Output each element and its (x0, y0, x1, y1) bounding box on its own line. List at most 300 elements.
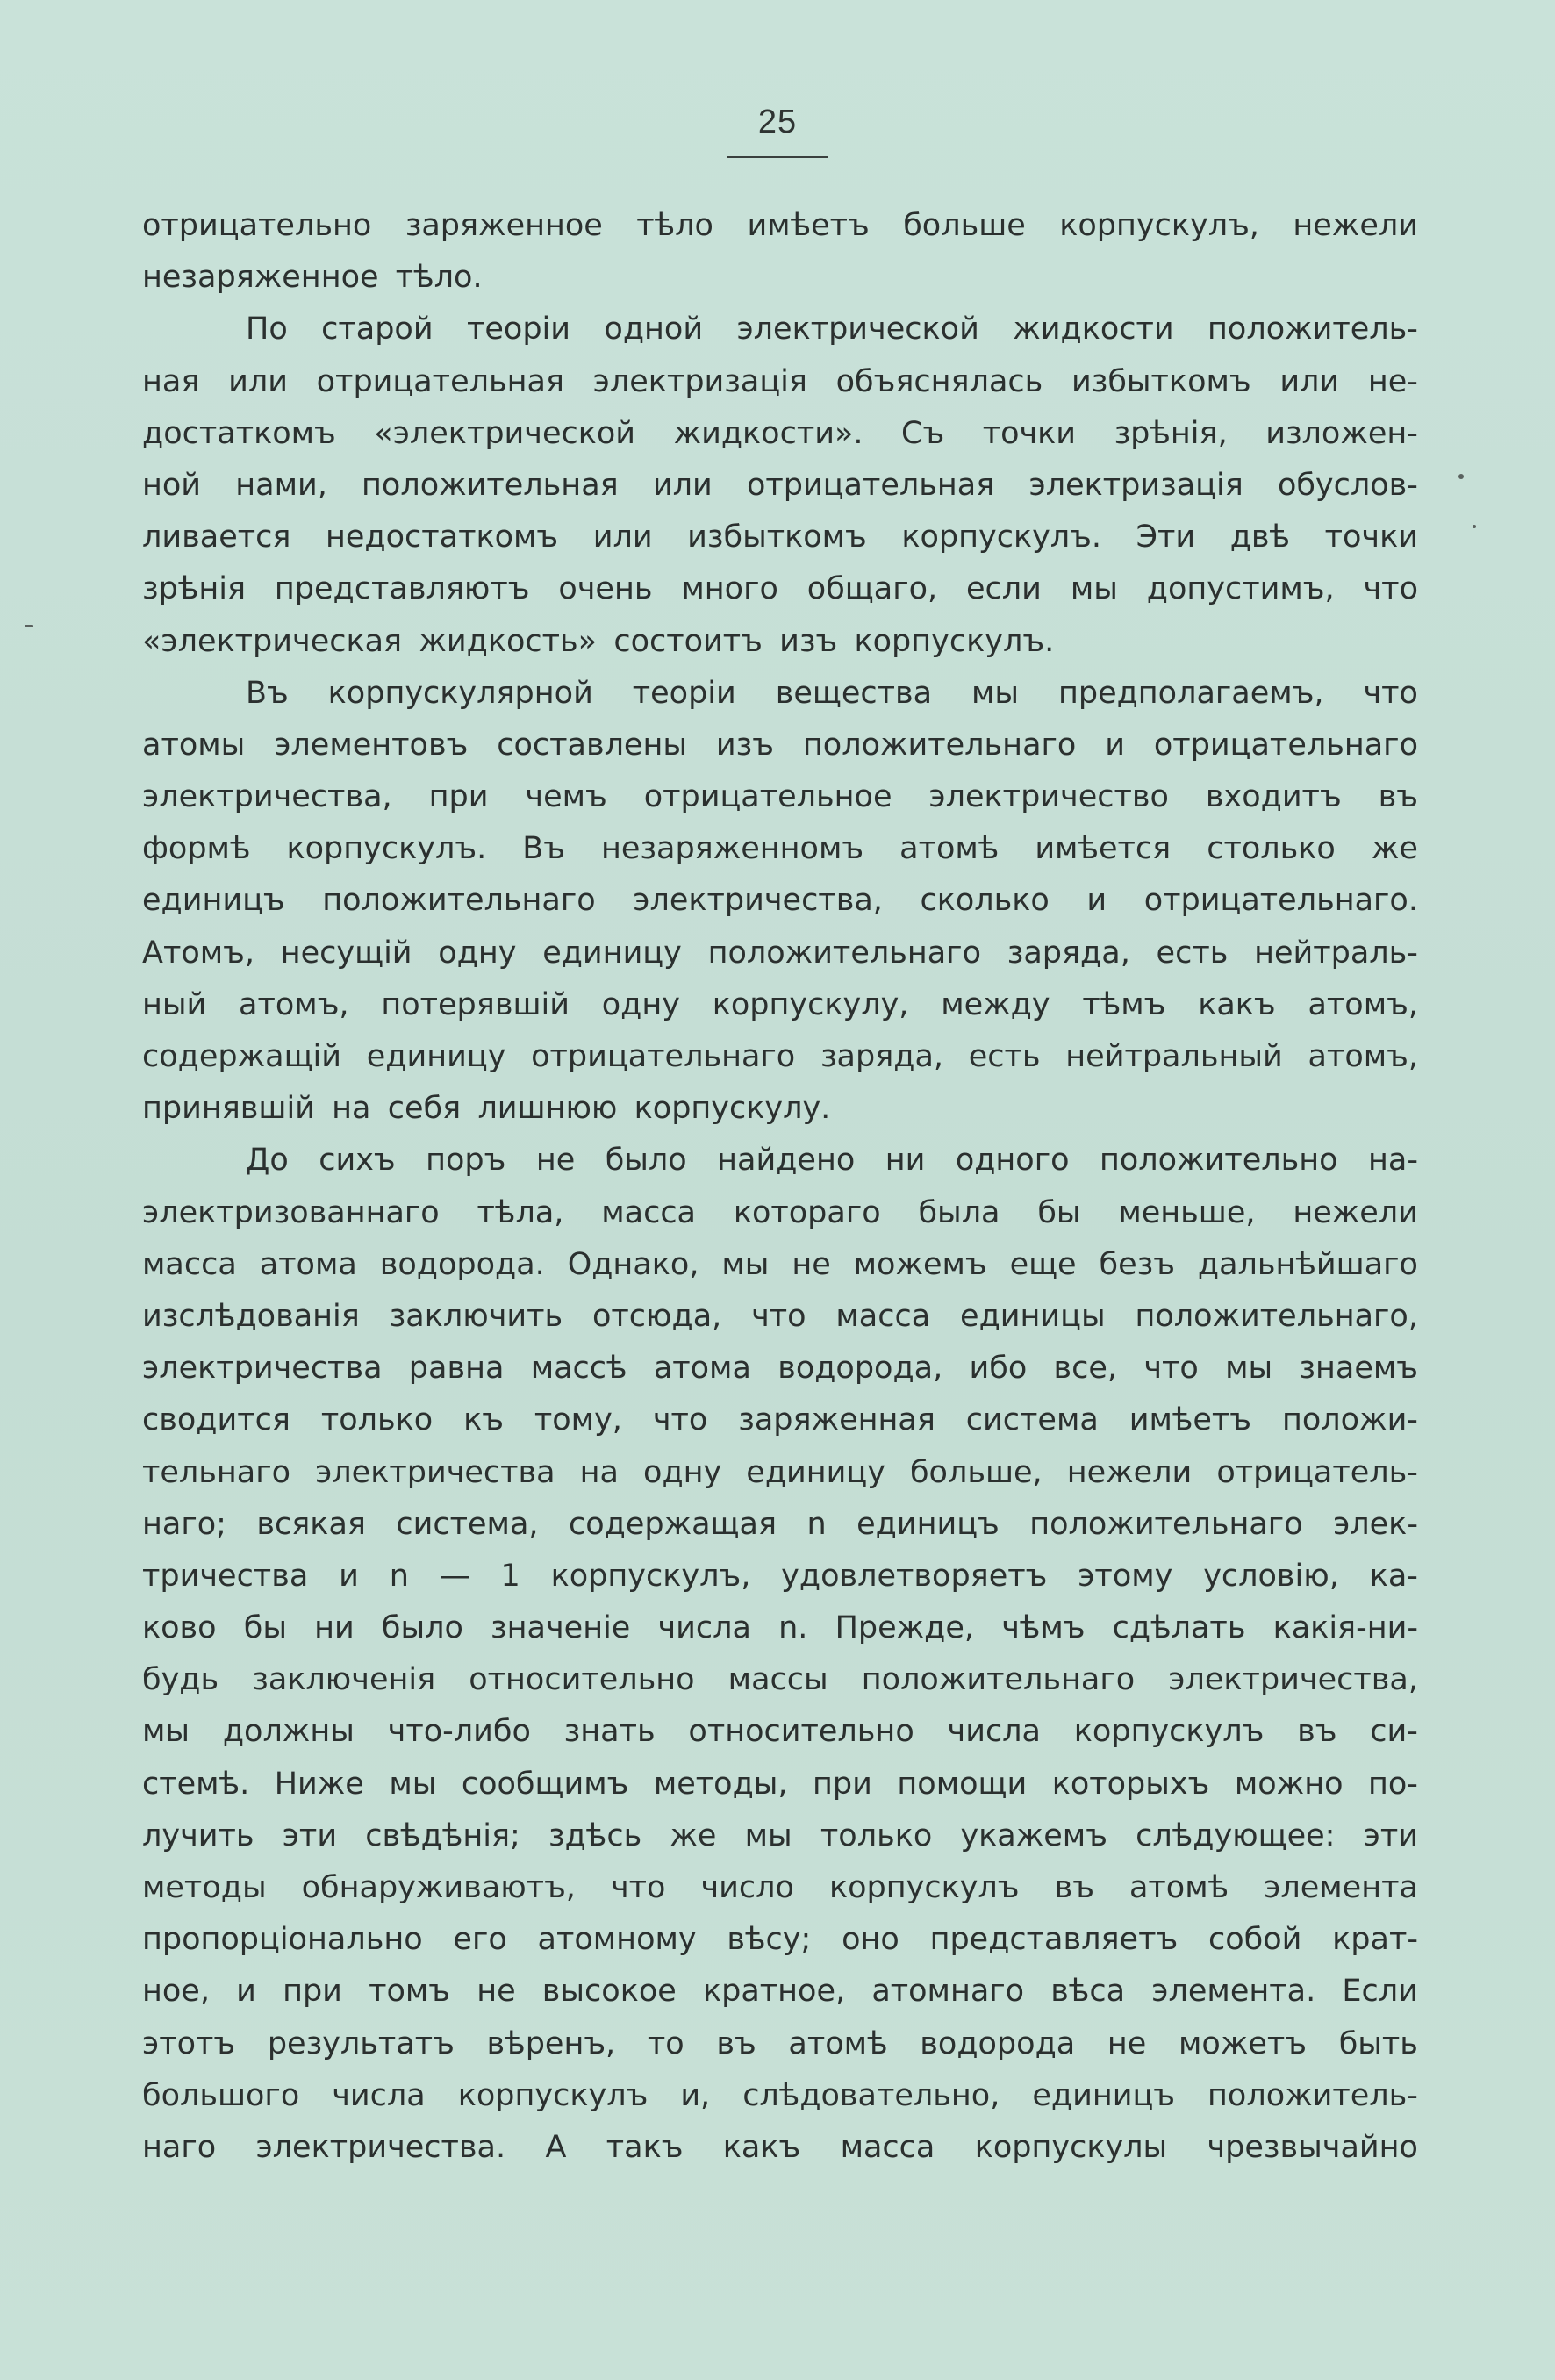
word: не (477, 1974, 516, 2010)
word: атомѣ (788, 2025, 888, 2061)
word: содержащiй (142, 1039, 342, 1074)
word: не- (1367, 363, 1418, 399)
word: есть (1156, 935, 1229, 971)
word: его (453, 1922, 507, 1958)
word: отрицательная (746, 467, 995, 503)
text-line (142, 668, 1418, 720)
word: атомъ, (1308, 986, 1418, 1022)
word: атома (259, 1246, 357, 1282)
word: очень (558, 571, 653, 607)
word: себя (387, 1091, 462, 1127)
word: ибо (969, 1351, 1028, 1387)
word: атомнаго (871, 1974, 1025, 2010)
word: больше, (909, 1454, 1043, 1490)
word: изложен- (1265, 415, 1418, 451)
word: была (918, 1194, 1000, 1230)
text-line (142, 823, 1418, 875)
word: положитель- (1207, 312, 1418, 348)
word: можно (1234, 1766, 1344, 1802)
word: избыткомъ (1071, 363, 1251, 399)
word: нейтраль- (1254, 935, 1418, 971)
word: электричество (928, 779, 1169, 815)
word: несущiй (280, 935, 412, 971)
word: много (681, 571, 778, 607)
word: и (236, 1974, 256, 2010)
word: стемѣ. (142, 1766, 250, 1802)
word: формѣ (142, 831, 251, 867)
word: значенiе (491, 1610, 631, 1646)
word: обуслов- (1277, 467, 1418, 503)
word: собой (1207, 1922, 1302, 1958)
word: допустимъ, (1146, 571, 1335, 607)
word: элек- (1333, 1506, 1418, 1542)
word: Эти (1136, 520, 1196, 556)
word: атомному (537, 1922, 697, 1958)
word: положительнаго (1029, 1506, 1303, 1542)
text-line (142, 1447, 1418, 1499)
word: тѣло (636, 208, 713, 243)
word: ка- (1369, 1558, 1418, 1594)
word: помощи (897, 1766, 1028, 1802)
text-line (142, 1654, 1418, 1706)
word: мы (1225, 1351, 1273, 1387)
word: томъ (369, 1974, 451, 2010)
word: корпускулы (974, 2129, 1168, 2165)
word: обнаруживаютъ, (301, 1870, 576, 1905)
word: и, (680, 2077, 711, 2113)
word: масса (601, 1194, 697, 1230)
text-line (142, 512, 1418, 563)
body-text (142, 200, 1418, 2174)
word: Съ (901, 415, 945, 451)
word: корпускулъ, (1059, 208, 1259, 243)
word: сдѣлать (1112, 1610, 1246, 1646)
word: система (965, 1402, 1099, 1438)
word: электричества. (255, 2129, 506, 2165)
word: при (283, 1974, 342, 2010)
word: достаткомъ (142, 415, 336, 451)
word: только (320, 1402, 434, 1438)
text-line (142, 1966, 1418, 2018)
word: въ (716, 2025, 756, 2061)
word: тѣмъ (1082, 986, 1166, 1022)
word: бы (1037, 1194, 1081, 1230)
text-line (142, 1083, 1418, 1135)
word: точки (982, 415, 1077, 451)
word: отрицательная (316, 363, 564, 399)
word: было (381, 1610, 463, 1646)
word: массы (727, 1662, 828, 1698)
word: что (652, 1402, 708, 1438)
word: положительнаго (707, 935, 981, 971)
word: единицъ (142, 883, 285, 919)
word: масса (835, 1298, 931, 1334)
word: же (670, 1817, 717, 1853)
word: А (545, 2129, 567, 2165)
word: электричества (315, 1454, 555, 1490)
word: жидкость» (419, 623, 598, 659)
word: бы (243, 1610, 287, 1646)
word: относительно (469, 1662, 695, 1698)
word: Въ (246, 675, 289, 711)
stray-ink-mark (1458, 474, 1464, 479)
word: водорода. (379, 1246, 545, 1282)
word: все, (1053, 1351, 1118, 1387)
word: двѣ (1229, 520, 1291, 556)
word: предполагаемъ, (1057, 675, 1324, 711)
word: результатъ (267, 2025, 455, 2061)
word: составлены (497, 727, 687, 763)
word: изъ (715, 727, 774, 763)
word: зрѣнiя (142, 571, 247, 607)
word: представляетъ (929, 1922, 1179, 1958)
word: отрицательно (142, 208, 372, 243)
word: корпускулярной (327, 675, 593, 711)
page-number: 25 (757, 104, 798, 140)
word: методы (142, 1870, 267, 1905)
word: мы (142, 1714, 190, 1750)
word: столько (1207, 831, 1336, 867)
word: корпускулъ. (901, 520, 1102, 556)
word: избыткомъ (687, 520, 867, 556)
text-line (142, 2122, 1418, 2174)
word: корпускулу, (712, 986, 909, 1022)
word: дальнѣйшаго (1197, 1246, 1418, 1282)
word: жидкости». (673, 415, 863, 451)
word: еще (1009, 1246, 1077, 1282)
word: единицъ (1032, 2077, 1176, 2113)
word: заряда, (1007, 935, 1130, 971)
word: изъ (779, 623, 838, 659)
word: мы (389, 1766, 437, 1802)
word: въ (1054, 1870, 1094, 1905)
text-line (142, 1810, 1418, 1862)
word: нежели (1066, 1454, 1193, 1490)
word: корпускулъ, (550, 1558, 751, 1594)
word: тому, (534, 1402, 622, 1438)
word: точки (1324, 520, 1418, 556)
word: этотъ (142, 2025, 236, 2061)
word: чѣмъ (1001, 1610, 1086, 1646)
word: Ниже (274, 1766, 364, 1802)
word: если (966, 571, 1042, 607)
word: не (535, 1143, 576, 1179)
word: атомѣ (1129, 1870, 1229, 1905)
word: одну (643, 1454, 722, 1490)
text-line (142, 1759, 1418, 1810)
word: оно (842, 1922, 899, 1958)
word: 1 (500, 1558, 520, 1594)
word: мы (721, 1246, 770, 1282)
word: высокое (541, 1974, 677, 2010)
word: отрицательнаго (1153, 727, 1418, 763)
word: равна (408, 1351, 505, 1387)
word: не (792, 1246, 831, 1282)
word: отрицательнаго (531, 1039, 796, 1074)
word: на- (1368, 1143, 1418, 1179)
word: атомъ, (1308, 1039, 1418, 1074)
word: электричества, (142, 779, 392, 815)
word: имѣется (1035, 831, 1172, 867)
word: только (820, 1817, 933, 1853)
word: — (439, 1558, 470, 1594)
word: больше (903, 208, 1026, 243)
word: въ (1378, 779, 1418, 815)
word: отрицательное (643, 779, 892, 815)
word: единицу (542, 935, 682, 971)
word: или (652, 467, 713, 503)
word: электризацiя (592, 363, 807, 399)
text-line (142, 1135, 1418, 1186)
word: должны (222, 1714, 355, 1750)
word: корпускулу. (634, 1091, 831, 1127)
word: эти (282, 1817, 338, 1853)
word: электричества, (1168, 1662, 1418, 1698)
word: котораго (733, 1194, 881, 1230)
word: мы (1070, 571, 1118, 607)
word: нами, (235, 467, 327, 503)
word: зрѣнiя, (1114, 415, 1228, 451)
word: числа (947, 1714, 1042, 1750)
word: удовлетворяетъ (781, 1558, 1048, 1594)
word: ное, (142, 1974, 210, 2010)
word: чрезвычайно (1207, 2129, 1418, 2165)
word: незаряженномъ (600, 831, 864, 867)
word: есть (968, 1039, 1041, 1074)
word: До (246, 1143, 289, 1179)
text-line (142, 1862, 1418, 1914)
word: что (610, 1870, 666, 1905)
word: нежели (1293, 208, 1418, 243)
page-number-rule (727, 156, 828, 158)
word: числа (657, 1610, 751, 1646)
word: и (1086, 883, 1107, 919)
word: положительнаго (861, 1662, 1136, 1698)
word: эти (1363, 1817, 1418, 1853)
word: вѣса (1050, 1974, 1126, 2010)
word: поръ (426, 1143, 506, 1179)
text-line (142, 616, 1418, 668)
word: заряженная (738, 1402, 935, 1438)
word: ной (142, 467, 202, 503)
word: имѣетъ (747, 208, 870, 243)
word: единицъ (856, 1506, 1000, 1542)
word: что-либо (387, 1714, 531, 1750)
word: единицу (366, 1039, 506, 1074)
word: n. (778, 1610, 808, 1646)
word: кратное, (702, 1974, 846, 2010)
word: единицу (746, 1454, 885, 1490)
word: атомы (142, 727, 246, 763)
word: же (1371, 831, 1418, 867)
word: корпускулъ (1073, 1714, 1265, 1750)
word: состоитъ (613, 623, 763, 659)
word: или (228, 363, 288, 399)
word: тельнаго (142, 1454, 291, 1490)
word: и (339, 1558, 359, 1594)
word: масса (142, 1246, 237, 1282)
word: корпускулъ (828, 1870, 1020, 1905)
word: быть (1338, 2025, 1418, 2061)
word: между (941, 986, 1050, 1022)
word: числа (332, 2077, 426, 2113)
word: представляютъ (274, 571, 530, 607)
word: слѣдующее: (1136, 1817, 1336, 1853)
word: атома (653, 1351, 751, 1387)
word: Прежде, (835, 1610, 975, 1646)
word: или (592, 520, 653, 556)
word: положи- (1281, 1402, 1418, 1438)
word: укажемъ (960, 1817, 1107, 1853)
word: сихъ (319, 1143, 396, 1179)
word: электрической (736, 312, 979, 348)
text-line (142, 928, 1418, 979)
word: нейтральный (1065, 1039, 1283, 1074)
word: жидкости (1013, 312, 1174, 348)
word: элементовъ (274, 727, 469, 763)
word: такъ (606, 2129, 684, 2165)
text-line (142, 875, 1418, 927)
word: и (1105, 727, 1125, 763)
text-line (142, 1602, 1418, 1654)
word: корпускулъ (457, 2077, 649, 2113)
word: всякая (256, 1506, 366, 1542)
word: электризацiя (1028, 467, 1243, 503)
word: си- (1370, 1714, 1418, 1750)
word: мы (744, 1817, 792, 1853)
text-line (142, 1343, 1418, 1394)
word: не (1107, 2025, 1147, 2061)
word: По (246, 312, 288, 348)
word: на (332, 1091, 371, 1127)
word: число (700, 1870, 794, 1905)
text-line (142, 356, 1418, 408)
word: элемента. (1151, 1974, 1316, 2010)
text-line (142, 979, 1418, 1031)
word: ливается (142, 520, 291, 556)
word: одну (601, 986, 680, 1022)
word: ная (142, 363, 200, 399)
word: при (813, 1766, 872, 1802)
word: крат- (1332, 1922, 1418, 1958)
text-line (142, 1706, 1418, 1758)
word: сколько (920, 883, 1050, 919)
word: электризованнаго (142, 1194, 440, 1230)
word: условiю, (1203, 1558, 1339, 1594)
word: что (1143, 1351, 1199, 1387)
word: одного (955, 1143, 1070, 1179)
word: корпускулъ. (854, 623, 1055, 659)
word: какъ (722, 2129, 801, 2165)
word: что (751, 1298, 806, 1334)
text-line (142, 720, 1418, 771)
text-line (142, 408, 1418, 460)
word: имѣетъ (1129, 1402, 1252, 1438)
word: атомѣ (899, 831, 1000, 867)
word: будь (142, 1662, 219, 1698)
word: чемъ (525, 779, 607, 815)
word: Въ (522, 831, 565, 867)
word: тѣла, (477, 1194, 564, 1230)
word: можемъ (853, 1246, 987, 1282)
text-line (142, 1031, 1418, 1083)
word: Если (1342, 1974, 1418, 2010)
text-line (142, 200, 1418, 252)
word: ни (314, 1610, 355, 1646)
word: лучить (142, 1817, 254, 1853)
word: сводится (142, 1402, 290, 1438)
word: элемента (1264, 1870, 1418, 1905)
word: одной (604, 312, 704, 348)
text-line (142, 771, 1418, 823)
word: положительно (1099, 1143, 1338, 1179)
text-line (142, 460, 1418, 512)
text-line (142, 1239, 1418, 1291)
word: принявшiй (142, 1091, 315, 1127)
word: меньше, (1118, 1194, 1256, 1230)
word: отрицатель- (1216, 1454, 1418, 1490)
word: было (605, 1143, 687, 1179)
word: отсюда, (591, 1298, 722, 1334)
word: атомъ, (239, 986, 349, 1022)
word: методы, (653, 1766, 788, 1802)
word: знаемъ (1299, 1351, 1418, 1387)
word: тѣло. (395, 260, 483, 296)
text-line (142, 1551, 1418, 1602)
text-line (142, 304, 1418, 355)
word: Однако, (567, 1246, 699, 1282)
word: корпускулъ. (286, 831, 487, 867)
text-line (142, 2018, 1418, 2070)
word: объяснялась (835, 363, 1043, 399)
word: въ (1297, 1714, 1337, 1750)
word: здѣсь (548, 1817, 642, 1853)
word: на (579, 1454, 619, 1490)
word: ково (142, 1610, 217, 1646)
text-line (142, 252, 1418, 304)
word: отрицательнаго. (1143, 883, 1418, 919)
word: наго; (142, 1506, 226, 1542)
word: что (1363, 675, 1418, 711)
word: вещества (775, 675, 933, 711)
word: при (428, 779, 489, 815)
word: свѣдѣнiя; (365, 1817, 520, 1853)
word: общаго, (806, 571, 938, 607)
word: теорiи (466, 312, 571, 348)
word: водорода, (778, 1351, 943, 1387)
word: положительнаго (322, 883, 596, 919)
word: старой (321, 312, 434, 348)
word: то (647, 2025, 684, 2061)
word: что (1363, 571, 1418, 607)
word: пропорцiонально (142, 1922, 423, 1958)
word: безъ (1099, 1246, 1175, 1282)
text-line (142, 1394, 1418, 1446)
word: слѣдовательно, (742, 2077, 1000, 2113)
word: положительнаго, (1135, 1298, 1418, 1334)
word: потерявшiй (381, 986, 570, 1022)
word: вѣренъ, (486, 2025, 616, 2061)
text-line (142, 1187, 1418, 1239)
text-line (142, 563, 1418, 615)
word: n (389, 1558, 409, 1594)
word: къ (463, 1402, 504, 1438)
word: относительно (688, 1714, 914, 1750)
word: сообщимъ (461, 1766, 629, 1802)
word: «электрическая (142, 623, 403, 659)
word: недостаткомъ (325, 520, 559, 556)
text-line (142, 1914, 1418, 1966)
